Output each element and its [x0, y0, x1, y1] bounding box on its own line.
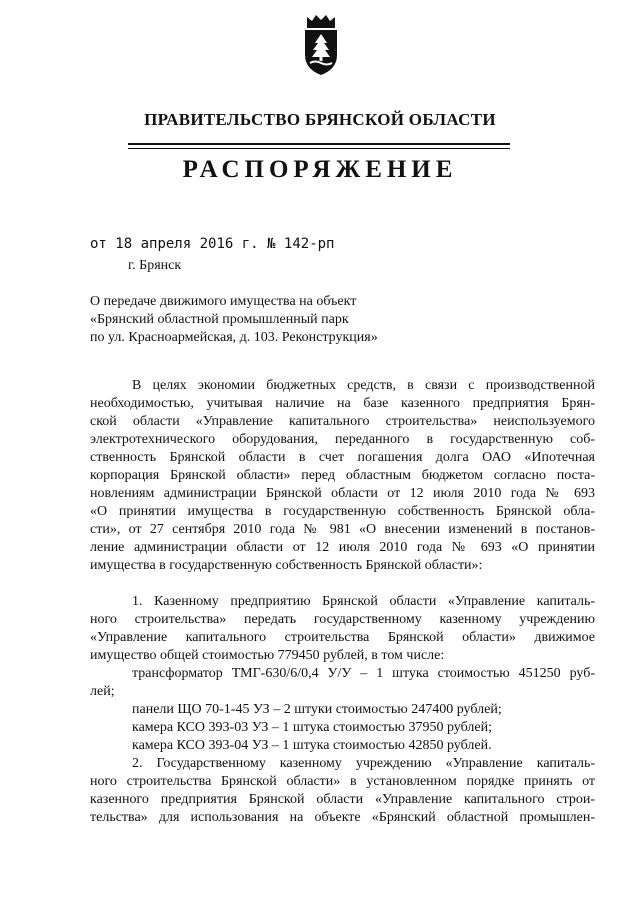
item-2-paragraph — [90, 755, 595, 827]
government-title: ПРАВИТЕЛЬСТВО БРЯНСКОЙ ОБЛАСТИ — [144, 110, 496, 129]
text-line: ного строительства» передать государственному казенному учреждению — [90, 612, 595, 627]
text-line: ного строительства Брянской области» в установленном порядке принять от — [90, 774, 595, 789]
text-line: 1. Казенному предприятию Брянской области «Управление капиталь- — [132, 594, 595, 609]
subject-line: «Брянский областной промышленный парк — [90, 312, 349, 327]
text-line: ской области «Управление капитального строительства» неиспользуемого — [90, 414, 595, 429]
text-line: имущества в государственную собственность Брянской области»: — [90, 558, 483, 573]
text-line: «О принятии имущества в государственную собственность Брянской обла- — [90, 504, 595, 519]
text-line: 2. Государственному казенному учреждению «Управление капиталь- — [132, 756, 595, 771]
subject-line: по ул. Красноармейская, д. 103. Реконструкция» — [90, 330, 378, 345]
subject-line: О передаче движимого имущества на объект — [90, 294, 357, 309]
document-type-title: РАСПОРЯЖЕНИЕ — [182, 156, 458, 183]
header-divider-thick — [128, 143, 510, 145]
text-line: «Управление капитального строительства Брянской области» движимое — [90, 630, 595, 645]
text-line: В целях экономии бюджетных средств, в связи с производственной — [132, 378, 595, 393]
paragraph-gap — [90, 575, 595, 593]
document-body — [90, 377, 595, 827]
issue-city: г. Брянск — [128, 258, 182, 273]
text-line: лей; — [90, 684, 115, 699]
text-line: тельства» для использования на объекте «Брянский областной промышлен- — [90, 810, 595, 825]
equipment-item: камера КСО 393-03 УЗ – 1 штука стоимостью 37950 рублей; — [132, 720, 492, 735]
text-line: ление администрации области от 12 июля 2010 года № 693 «О принятии — [90, 540, 595, 555]
text-line: трансформатор ТМГ-630/6/0,4 У/У – 1 штука стоимостью 451250 руб- — [132, 666, 595, 681]
preamble-paragraph — [90, 377, 595, 575]
number-sign: № — [267, 236, 276, 252]
text-line: необходимостью, учитывая наличие на базе казенного предприятия Брян- — [90, 396, 595, 411]
document-date: 18 апреля 2016 г. — [115, 236, 259, 252]
text-line: сти», от 27 сентября 2010 года № 981 «О внесении изменений в постанов- — [90, 522, 595, 537]
text-line: электротехнического оборудования, переданного в государственную соб- — [90, 432, 595, 447]
header-divider-thin — [128, 148, 510, 149]
equipment-item: панели ЩО 70-1-45 УЗ – 2 штуки стоимостью 247400 рублей; — [132, 702, 502, 717]
text-line: казенного предприятия Брянской области «Управление капитального строи- — [90, 792, 595, 807]
document-number: 142-рп — [283, 236, 335, 252]
date-prefix: от — [90, 236, 107, 252]
text-line: ственность Брянской области в счет погашения долга ОАО «Ипотечная — [90, 450, 595, 465]
text-line: новлениям администрации Брянской области от 12 июля 2010 года № 693 — [90, 486, 595, 501]
text-line: корпорация Брянской области» перед областным бюджетом согласно поста- — [90, 468, 595, 483]
document-subject — [90, 293, 420, 347]
equipment-item: камера КСО 393-04 УЗ – 1 штука стоимостью 42850 рублей. — [132, 738, 492, 753]
document-date-number — [90, 236, 334, 252]
text-line: имущество общей стоимостью 779450 рублей, в том числе: — [90, 648, 445, 663]
coat-of-arms-icon — [301, 13, 341, 77]
item-1-paragraph — [90, 593, 595, 755]
